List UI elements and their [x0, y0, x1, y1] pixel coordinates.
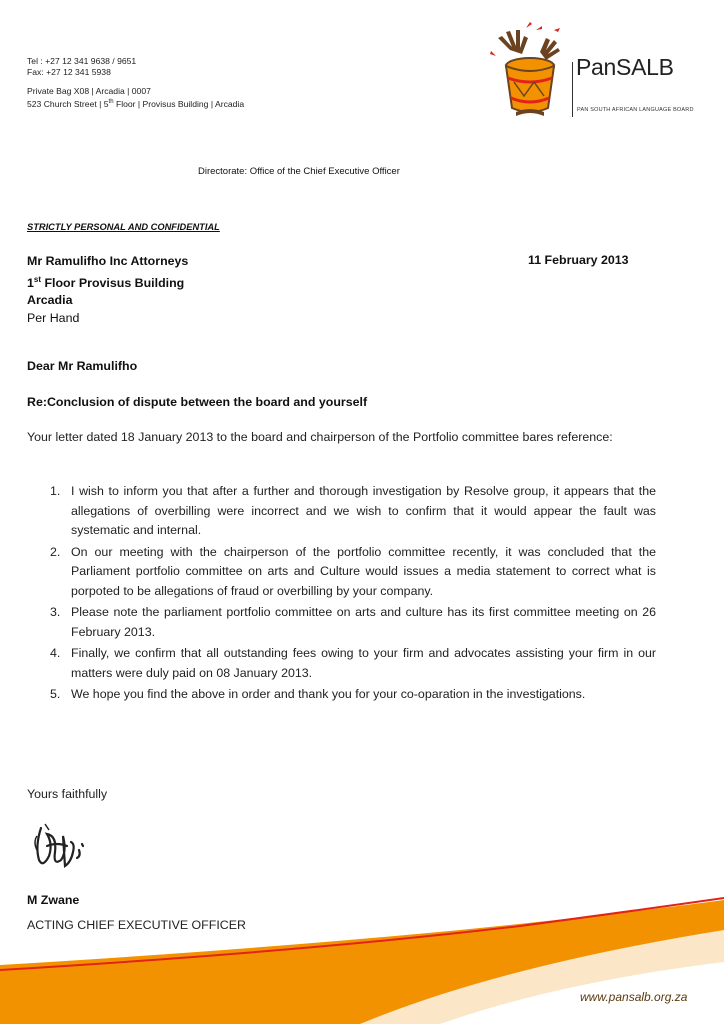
salutation: Dear Mr Ramulifho	[27, 359, 138, 373]
signature-image	[27, 816, 97, 876]
directorate-line: Directorate: Office of the Chief Executive Officer	[198, 166, 400, 177]
brand-divider	[572, 62, 573, 117]
letter-date: 11 February 2013	[528, 253, 629, 267]
confidential-label: STRICTLY PERSONAL AND CONFIDENTIAL	[27, 222, 220, 232]
recipient-line-4: Per Hand	[27, 310, 80, 325]
pansalb-logo	[488, 20, 708, 120]
contact-fax: Fax: +27 12 341 5938	[27, 67, 111, 77]
drum-logo-icon	[488, 20, 578, 120]
numbered-points	[27, 482, 656, 707]
subject-line: Re:Conclusion of dispute between the board and yourself	[27, 395, 368, 409]
intro-paragraph: Your letter dated 18 January 2013 to the board and chairperson of the Portfolio committee bares reference:	[27, 430, 613, 444]
recipient-line-3: Arcadia	[27, 293, 73, 308]
list-item: 1. I wish to inform you that after a further and thorough investigation by Resolve group, it appears that the allegations of overbilling were incorrect and we wish to confirm that it would appear the fault was systematic and internal.	[50, 484, 656, 537]
contact-postal: Private Bag X08 | Arcadia | 0007	[27, 86, 151, 96]
signer-title: ACTING CHIEF EXECUTIVE OFFICER	[27, 918, 246, 932]
recipient-line-1: Mr Ramulifho Inc Attorneys	[27, 254, 189, 268]
brand-subtitle: PAN SOUTH AFRICAN LANGUAGE BOARD	[577, 107, 694, 113]
list-item: 3. Please note the parliament portfolio committee on arts and culture has its first committee meeting on 26 February 2013.	[50, 605, 656, 639]
contact-tel: Tel : +27 12 341 9638 / 9651	[27, 56, 137, 66]
list-item: 2. On our meeting with the chairperson of the portfolio committee recently, it was concluded that the Parliament portfolio committee on arts and Culture would issues a media statement to correct what is porpoted to be allegations of fraud or overbilling by your company.	[50, 544, 656, 598]
contact-street: 523 Church Street | 5th Floor | Provisus Building | Arcadia	[27, 98, 245, 109]
list-item: 4. Finally, we confirm that all outstanding fees owing to your firm and advocates assisting your firm in our matters were duly paid on 08 January 2013.	[50, 646, 656, 680]
recipient-line-2: 1st Floor Provisus Building	[27, 274, 185, 290]
signer-name: M Zwane	[27, 893, 80, 907]
contact-block	[27, 56, 244, 110]
recipient-address	[27, 253, 188, 327]
closing-line: Yours faithfully	[27, 787, 108, 801]
footer-url: www.pansalb.org.za	[580, 990, 688, 1004]
brand-name: PanSALB	[576, 54, 674, 80]
list-item: 5. We hope you find the above in order and thank you for your co-oparation in the investigations.	[50, 687, 586, 701]
